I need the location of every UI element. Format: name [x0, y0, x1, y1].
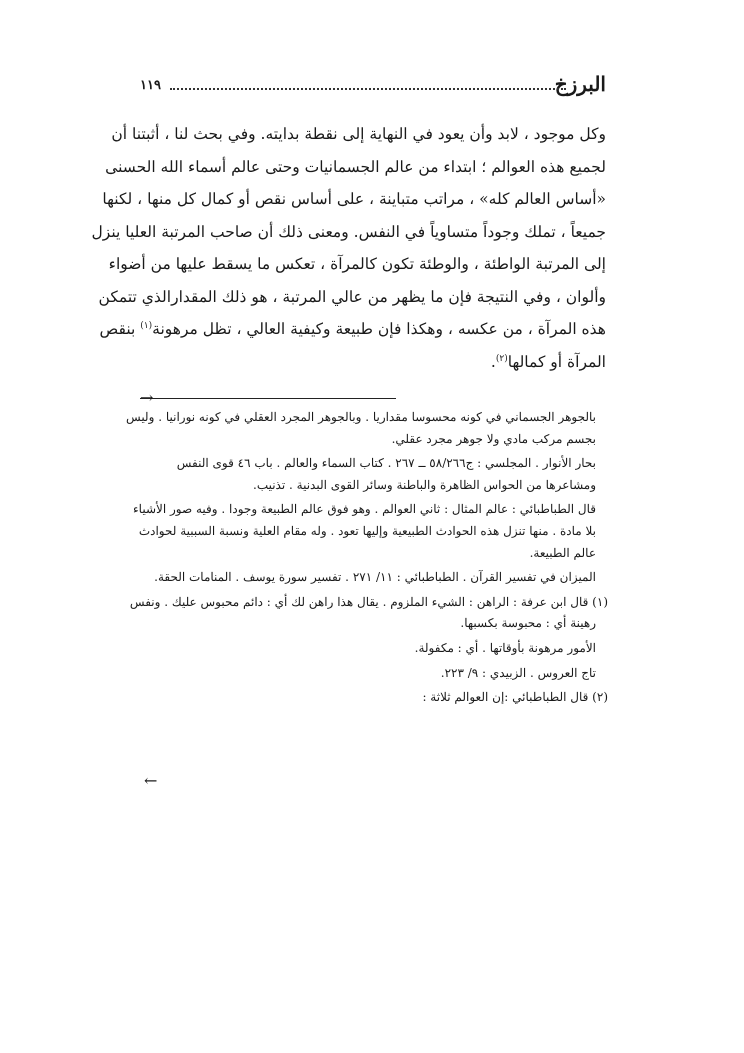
- body-line: وألوان ، وفي النتيجة فإن ما يظهر من عالي المرتبة ، هو ذلك المقدارالذي تتمكن: [98, 287, 606, 306]
- header-leader-dots: [170, 88, 566, 90]
- body-line: [99, 313, 606, 346]
- footnotes: [126, 407, 608, 709]
- body-line: جميعاً ، تملك وجوداً متساوياً في النفس. ومعنى ذلك أن صاحب المرتبة العليا ينزل: [91, 222, 606, 241]
- footnote-line: (١) قال ابن عرفة : الراهن : الشيء الملزوم . يقال هذا راهن لك أي : دائم محبوس عليك . ونفس: [129, 594, 608, 609]
- footnote-line: (٢) قال الطباطبائي :إن العوالم ثلاثة :: [422, 690, 608, 705]
- body-text-segment: بنقص: [99, 320, 141, 338]
- main-text: [91, 118, 606, 378]
- footnote-line: ومشاعرها من الحواس الظاهرة والباطنة وسائر القوى البدنية . تذنيب.: [253, 477, 596, 492]
- footnote-line: قال الطباطبائي : عالم المثال : ثاني العوالم . وهو فوق عالم الطبيعة وجودا . وفيه صور الأشياء: [133, 502, 596, 517]
- page-header: [140, 72, 606, 100]
- footnote-line: رهينة أي : محبوسة بكسبها.: [460, 616, 596, 631]
- page-number: ١١٩: [140, 78, 161, 93]
- body-text-segment: .: [490, 352, 496, 371]
- footnote-line: الميزان في تفسير القرآن . الطباطبائي : ١١/ ٢٧١ . تفسير سورة يوسف . المنامات الحقة.: [154, 570, 596, 585]
- body-text-segment: هذه المرآة ، من عكسه ، وهكذا فإن طبيعة وكيفية العالي ، تظل مرهونة: [152, 320, 606, 338]
- body-line: وكل موجود ، لابد وأن يعود في النهاية إلى نقطة بدايته. وفي بحث لنا ، أثبتنا أن: [111, 125, 606, 143]
- footnote-ref-2[interactable]: (٢): [495, 353, 508, 364]
- body-line: إلى المرتبة الواطئة ، والوطئة تكون كالمرآة ، تعكس ما يسقط عليها من أضواء: [108, 255, 606, 273]
- body-line: «أساس العالم كله» ، مراتب متباينة ، على أساس نقص أو كمال كل منها ، لكنها: [102, 190, 606, 208]
- footnote-line: بجسم مركب مادي ولا جوهر مجرد عقلي.: [391, 431, 596, 446]
- footnote-line: بالجوهر الجسماني في كونه محسوسا مقداريا . وبالجوهر المجرد العقلي في كونه نورانيا . وليس: [126, 410, 596, 424]
- footnote-line: تاج العروس . الزبيدي : ٩/ ٢٢٣.: [440, 665, 596, 680]
- chapter-title: البرزخ: [554, 72, 606, 96]
- footnote-divider: [140, 398, 396, 399]
- body-line: [140, 346, 606, 379]
- footnote-line: عالم الطبيعة.: [529, 545, 596, 560]
- footnote-ref-1[interactable]: (١): [140, 320, 153, 331]
- body-text-segment: المرآة أو كمالها: [507, 352, 606, 371]
- body-line: لجميع هذه العوالم ؛ ابتداء من عالم الجسمانيات وحتى عالم أسماء الله الحسنى: [105, 157, 606, 176]
- footnote-line: بلا مادة . منها تنزل هذه الحوادث الطبيعية وإليها تعود . وله مقام العلية ونسبة السببية لحوادث: [138, 523, 596, 538]
- continuation-arrow-icon: ←: [144, 771, 158, 790]
- continuation-arrow-icon: →: [140, 388, 154, 407]
- footnote-line: الأمور مرهونة بأوقاتها . أي : مكفولة.: [414, 640, 596, 655]
- footnote-line: بحار الأنوار . المجلسي : ج٥٨/٢٦٦ ــ ٢٦٧ . كتاب السماء والعالم . باب ٤٦ قوى النفس: [176, 456, 596, 471]
